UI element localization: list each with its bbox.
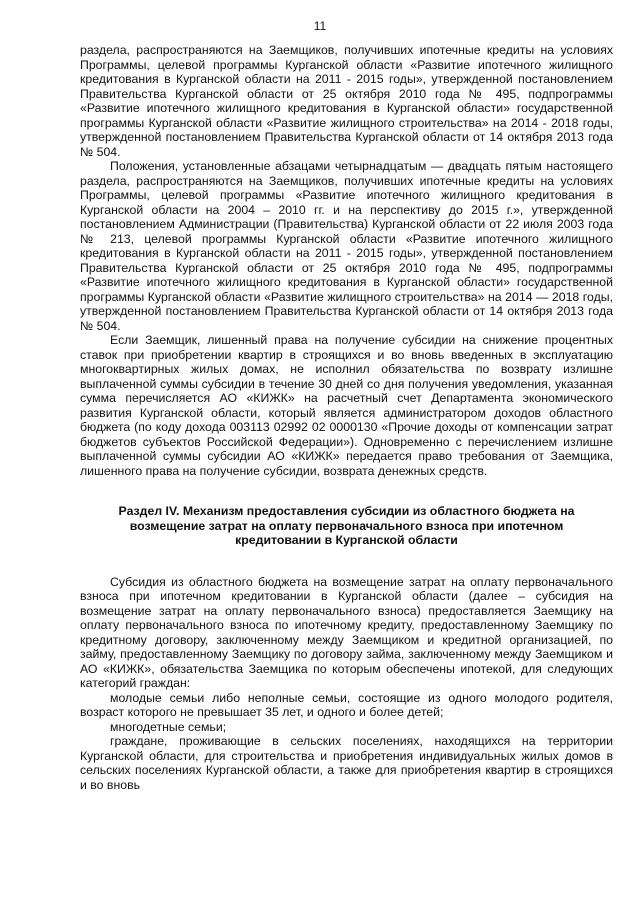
list-item-large-families: многодетные семьи; bbox=[110, 719, 227, 734]
document-body bbox=[80, 43, 613, 792]
list-item-young-families: молодые семьи либо неполные семьи, состоящие из одного молодого родителя, возраст которого не превышает 35 лет, и одного и более детей; bbox=[80, 690, 613, 719]
paragraph-provisions: Положения, установленные абзацами четырнадцатым — двадцать пятым настоящего раздела, распространяются на Заемщиков, получивших ипотечные кредиты на условиях Программы, целевой программы «Развитие ипотечного жилищного кредитования в Курганской области на 2004 – 2010 гг. и на перспективу до 2015 г.», утвержденной постановлением Администрации (Правительства) Курганской области от 22 июля 2003 года № 213, целевой программы Курганской области «Развитие ипотечного жилищного кредитования в Курганской области на 2011 - 2015 годы», утвержденной постановлением Правительства Курганской области от 25 октября 2010 года № 495, подпрограммы «Развитие ипотечного жилищного кредитования в Курганской области» государственной программы Курганской области «Развитие жилищного строительства» на 2014 — 2018 годы, утвержденной постановлением Правительства Курганской области от 14 октября 2013 года № 504. bbox=[80, 159, 613, 333]
page-number: 11 bbox=[313, 19, 327, 33]
paragraph-subsidy: Субсидия из областного бюджета на возмещение затрат на оплату первоначального взноса при ипотечном кредитовании в Курганской области (далее – субсидия на возмещение затрат на оплату первоначального взноса) предоставляется Заемщику на оплату первоначального взноса по ипотечному кредиту, предоставленному Заемщику по кредитному договору, заключенному между Заемщиком и кредитной организацией, по займу, предоставленному Заемщику по договору займа, заключенному между Заемщиком и АО «КИЖК», обязательства Заемщика по которым обеспечены ипотекой, для следующих категорий граждан: bbox=[80, 574, 613, 690]
section-heading: Раздел IV. Механизм предоставления субсидии из областного бюджета на возмещение затрат на оплату первоначального взноса при ипотечном кредитовании в Курганской области bbox=[118, 504, 575, 547]
paragraph-continuation: раздела, распространяются на Заемщиков, получивших ипотечные кредиты на условиях Программы, целевой программы Курганской области «Развитие ипотечного жилищного кредитования в Курганской области на 2011 - 2015 годы», утвержденной постановлением Правительства Курганской области от 25 октября 2010 года № 495, подпрограммы «Развитие ипотечного жилищного кредитования в Курганской области» государственной программы Курганской области «Развитие жилищного строительства» на 2014 - 2018 годы, утвержденной постановлением Правительства Курганской области от 14 октября 2013 года № 504. bbox=[80, 43, 613, 159]
list-item-rural-citizens: граждане, проживающие в сельских поселениях, находящихся на территории Курганской области, для строительства и приобретения индивидуальных жилых домов в сельских поселениях Курганской области, а также для приобретения квартир в строящихся и во вновь bbox=[80, 734, 613, 792]
paragraph-refund: Если Заемщик, лишенный права на получение субсидии на снижение процентных ставок при приобретении квартир в строящихся и во вновь введенных в эксплуатацию многоквартирных жилых домах, не исполнил обязательства по возврату излишне выплаченной суммы субсидии в течение 30 дней со дня получения уведомления, указанная сумма перечисляется АО «КИЖК» на расчетный счет Департамента экономического развития Курганской области, который является администратором доходов областного бюджета (по коду дохода 003113 02992 02 0000130 «Прочие доходы от компенсации затрат бюджетов субъектов Российской Федерации»). Одновременно с перечислением излишне выплаченной суммы субсидии АО «КИЖК» передается право требования от Заемщика, лишенного права на получение субсидии, возврата денежных средств. bbox=[80, 333, 613, 478]
